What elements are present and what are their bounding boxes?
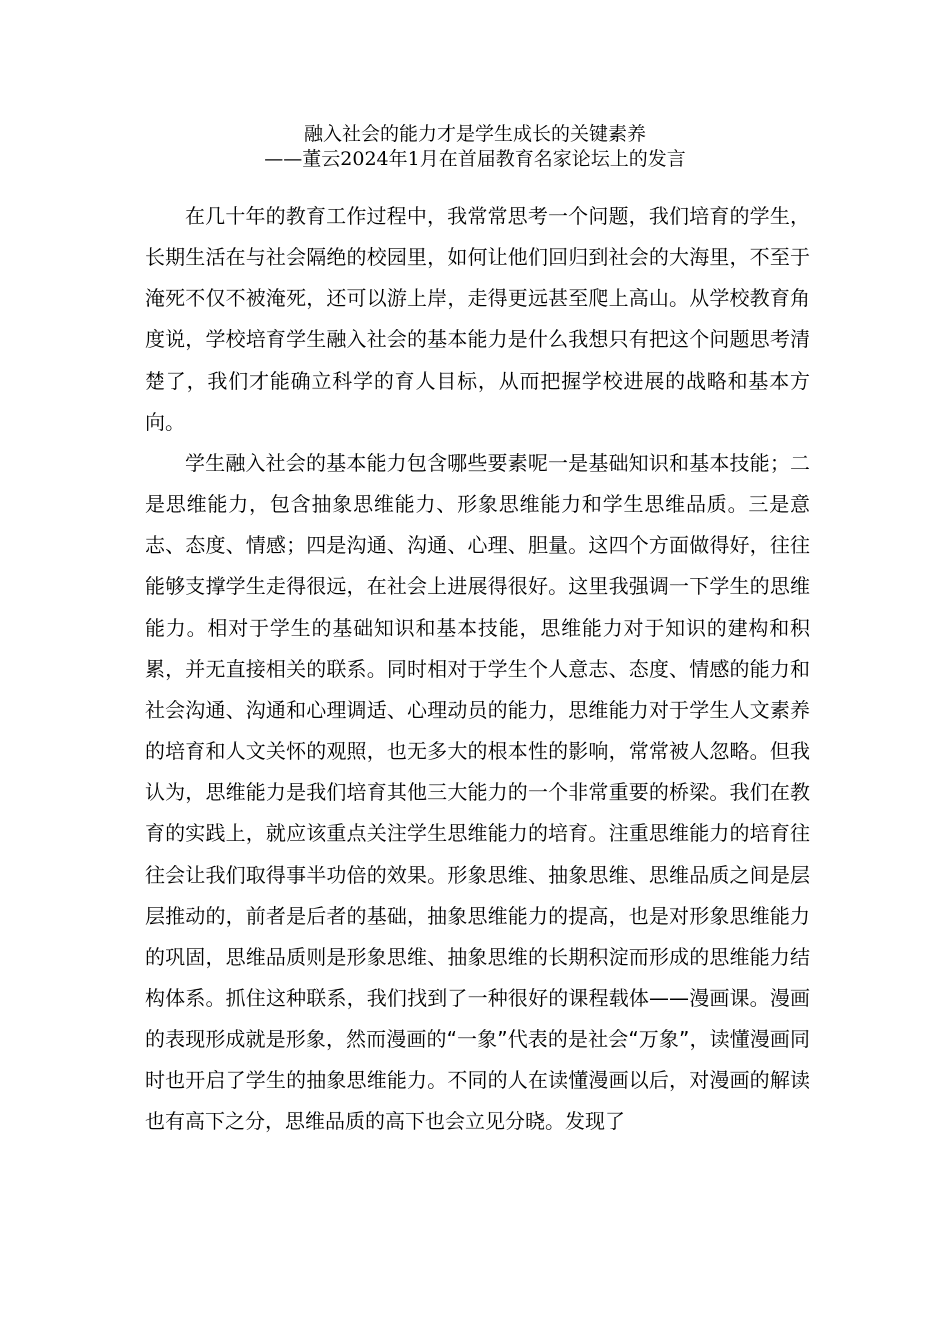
title-block	[0, 122, 950, 172]
document-title: 融入社会的能力才是学生成长的关键素养	[303, 123, 646, 145]
document-body	[145, 196, 810, 1143]
document-subtitle: ——董云2024年1月在首届教育名家论坛上的发言	[264, 148, 686, 170]
paragraph: 在几十年的教育工作过程中，我常常思考一个问题，我们培育的学生，长期生活在与社会隔绝的校园里，如何让他们回归到社会的大海里，不至于淹死不仅不被淹死，还可以游上岸，走得更远甚至爬上高山。从学校教育角度说，学校培育学生融入社会的基本能力是什么我想只有把这个问题思考清楚了，我们才能确立科学的育人目标，从而把握学校进展的战略和基本方向。	[145, 204, 810, 434]
paragraph: 学生融入社会的基本能力包含哪些要素呢一是基础知识和基本技能；二是思维能力，包含抽象思维能力、形象思维能力和学生思维品质。三是意志、态度、情感；四是沟通、沟通、心理、胆量。这四个方面做得好，往往能够支撑学生走得很远，在社会上进展得很好。这里我强调一下学生的思维能力。相对于学生的基础知识和基本技能，思维能力对于知识的建构和积累，并无直接相关的联系。同时相对于学生个人意志、态度、情感的能力和社会沟通、沟通和心理调适、心理动员的能力，思维能力对于学生人文素养的培育和人文关怀的观照，也无多大的根本性的影响，常常被人忽略。但我认为，思维能力是我们培育其他三大能力的一个非常重要的桥梁。我们在教育的实践上，就应该重点关注学生思维能力的培育。注重思维能力的培育往往会让我们取得事半功倍的效果。形象思维、抽象思维、思维品质之间是层层推动的，前者是后者的基础，抽象思维能力的提高，也是对形象思维能力的巩固，思维品质则是形象思维、抽象思维的长期积淀而形成的思维能力结构体系。抓住这种联系，我们找到了一种很好的课程载体——漫画课。漫画的表现形成就是形象，然而漫画的“一象”代表的是社会“万象”，读懂漫画同时也开启了学生的抽象思维能力。不同的人在读懂漫画以后，对漫画的解读也有高下之分，思维品质的高下也会立见分晓。发现了	[145, 450, 810, 1134]
